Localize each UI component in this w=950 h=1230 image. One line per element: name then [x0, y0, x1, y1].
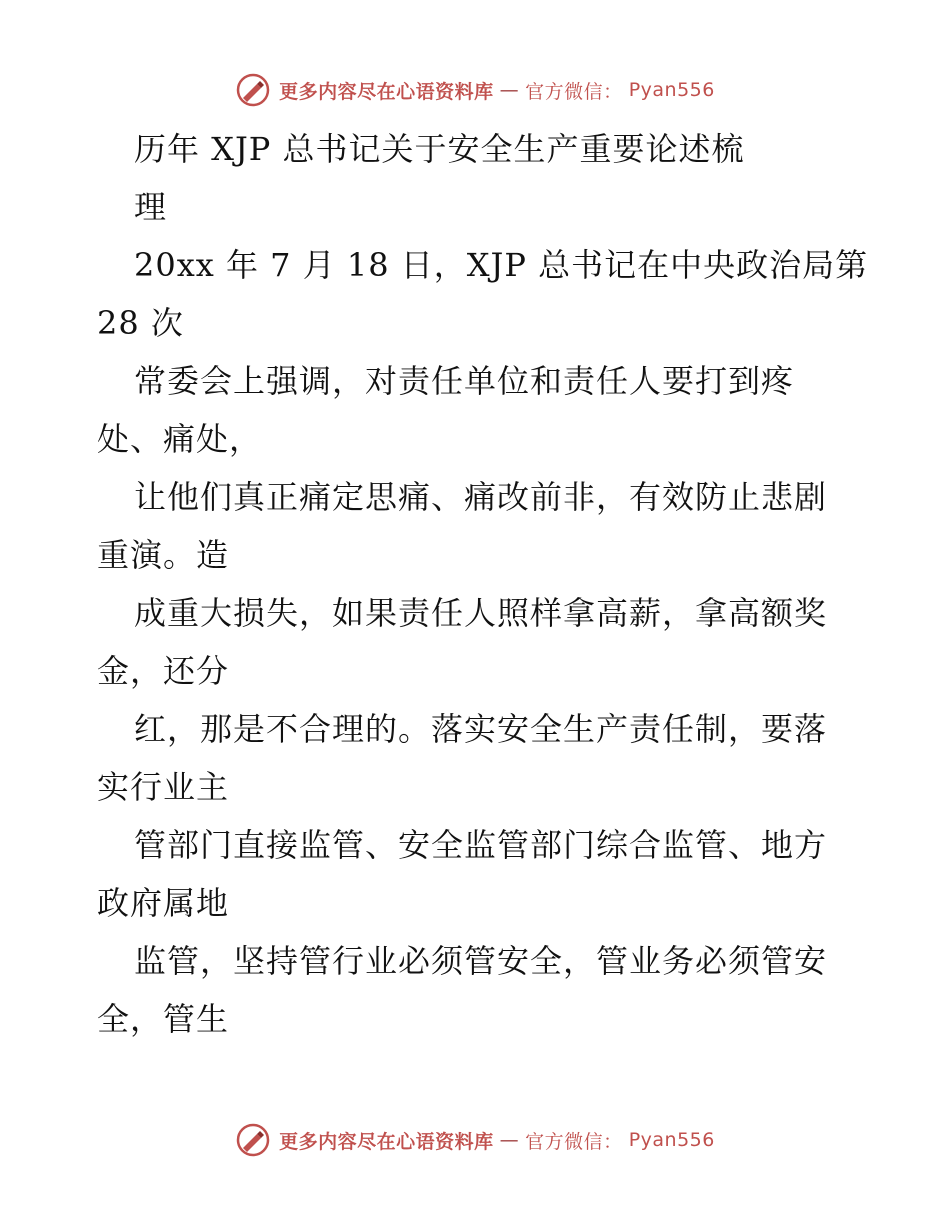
footer-wechat-label: 官方微信： — [525, 1130, 623, 1153]
pen-logo-icon — [235, 72, 271, 108]
document-line: 实行业主 — [97, 768, 230, 806]
document-line: 20xx 年 7 月 18 日，XJP 总书记在中央政治局第 — [134, 246, 869, 284]
document-line: 金，还分 — [97, 652, 230, 690]
document-line: 让他们真正痛定思痛、痛改前非，有效防止悲剧 — [134, 478, 828, 516]
pen-logo-icon — [235, 1122, 271, 1158]
document-line: 政府属地 — [97, 884, 230, 922]
document-line: 28 次 — [97, 304, 184, 342]
footer-separator: — — [499, 1129, 520, 1151]
document-line: 历年 XJP 总书记关于安全生产重要论述梳 — [134, 130, 745, 168]
footer-wechat-id: Pyan556 — [628, 1129, 715, 1151]
header-brand-text: 更多内容尽在心语资料库 — [279, 80, 494, 103]
document-line: 理 — [134, 188, 168, 226]
document-line: 重演。造 — [97, 536, 230, 574]
header-wechat-id: Pyan556 — [628, 79, 715, 101]
document-line: 监管，坚持管行业必须管安全，管业务必须管安 — [134, 942, 828, 980]
document-line: 成重大损失，如果责任人照样拿高薪，拿高额奖 — [134, 594, 828, 632]
document-body — [97, 120, 877, 1048]
document-line: 全，管生 — [97, 1000, 230, 1038]
footer-banner — [0, 1120, 950, 1160]
header-wechat-label: 官方微信： — [525, 80, 623, 103]
footer-brand-text: 更多内容尽在心语资料库 — [279, 1130, 494, 1153]
document-line: 红，那是不合理的。落实安全生产责任制，要落 — [134, 710, 828, 748]
header-banner — [0, 70, 950, 110]
document-line: 管部门直接监管、安全监管部门综合监管、地方 — [134, 826, 828, 864]
header-separator: — — [499, 79, 520, 101]
document-line: 常委会上强调，对责任单位和责任人要打到疼 — [134, 362, 795, 400]
document-line: 处、痛处， — [97, 420, 263, 458]
